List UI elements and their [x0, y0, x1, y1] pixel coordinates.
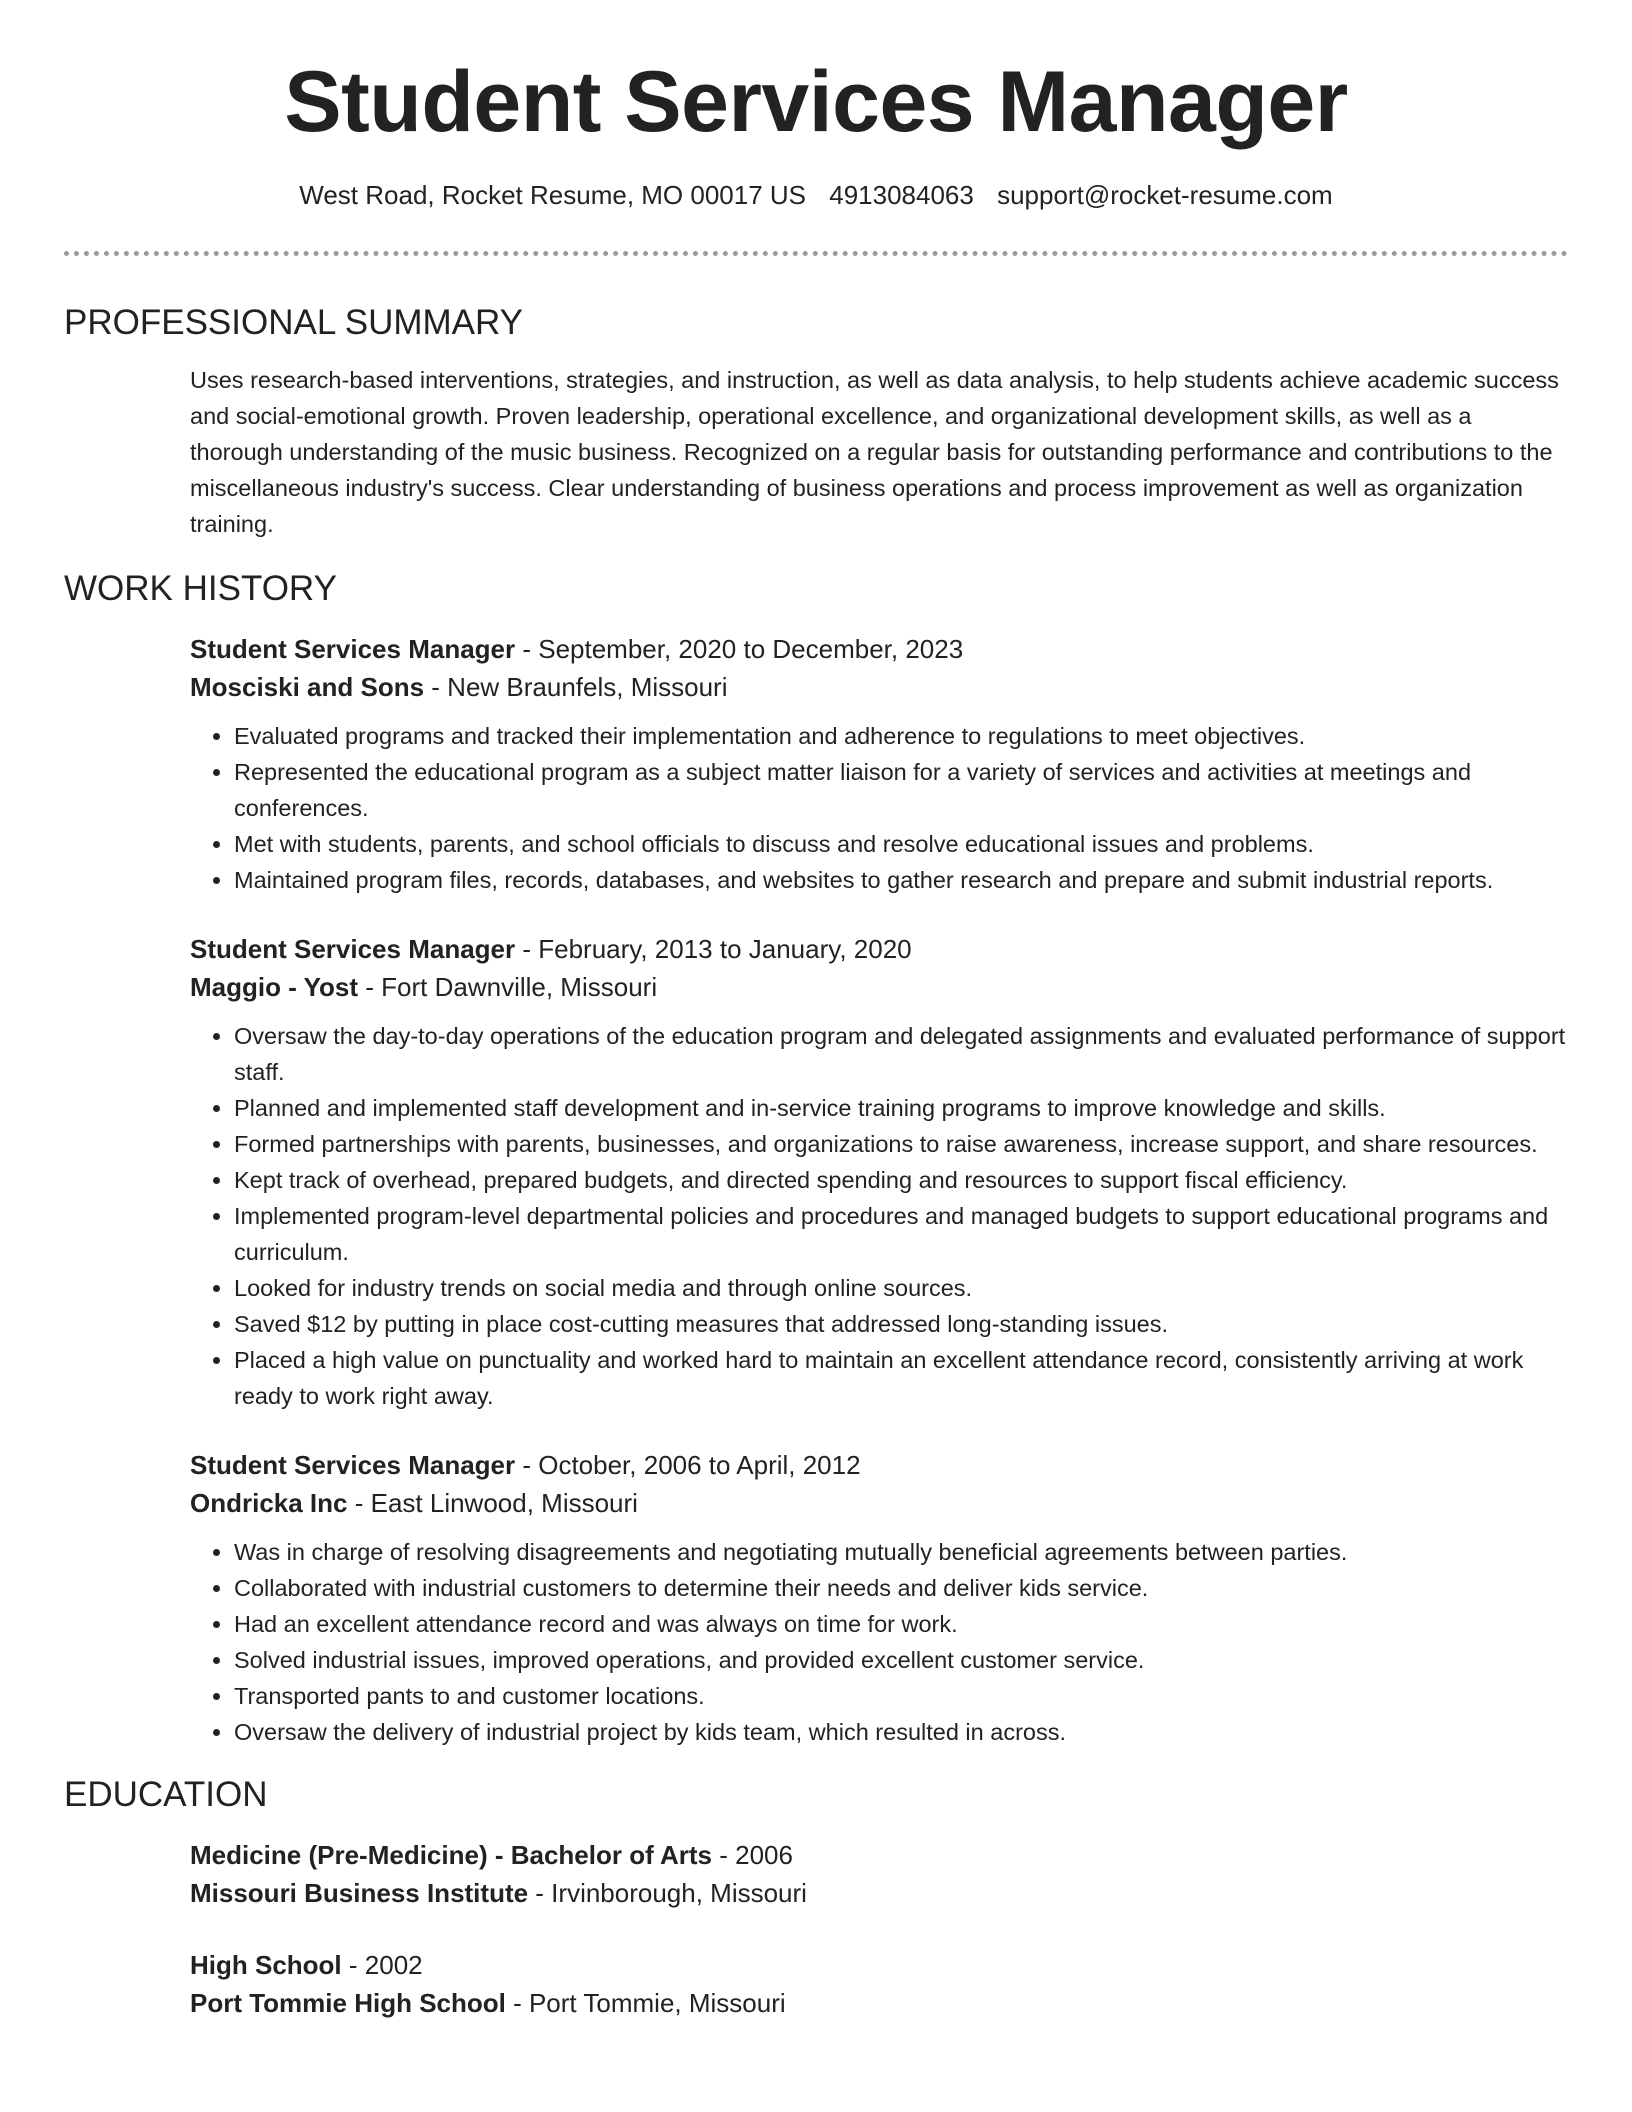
education-degree: Medicine (Pre-Medicine) - Bachelor of Arts [190, 1840, 713, 1870]
education-entry [190, 1836, 1568, 1912]
education-location: - Port Tommie, Missouri [505, 1988, 786, 2018]
job-dates: - February, 2013 to January, 2020 [515, 934, 912, 964]
job-bullet: • Collaborated with industrial customers to determine their needs and deliver kids service. [234, 1570, 1568, 1606]
education-entry [190, 1946, 1568, 2022]
job-role-line [190, 1446, 1568, 1484]
job-bullet: • Maintained program files, records, databases, and websites to gather research and prepare and submit industrial reports. [234, 862, 1568, 898]
education-year: - 2006 [712, 1840, 793, 1870]
job-dates: - October, 2006 to April, 2012 [515, 1450, 861, 1480]
job-bullet: • Was in charge of resolving disagreements and negotiating mutually beneficial agreements between parties. [234, 1534, 1568, 1570]
job-bullet: • Transported pants to and customer locations. [234, 1678, 1568, 1714]
job-bullet: • Planned and implemented staff development and in-service training programs to improve knowledge and skills. [234, 1090, 1568, 1126]
education-school-line [190, 1874, 1568, 1912]
job-bullet: • Had an excellent attendance record and was always on time for work. [234, 1606, 1568, 1642]
summary-heading: PROFESSIONAL SUMMARY [64, 303, 523, 342]
job-location: - East Linwood, Missouri [347, 1488, 638, 1518]
job-bullet: • Represented the educational program as a subject matter liaison for a variety of services and activities at meetings and conferences. [234, 754, 1568, 826]
job-bullet: • Met with students, parents, and school officials to discuss and resolve educational issues and problems. [234, 826, 1568, 862]
job-bullet: • Saved $12 by putting in place cost-cutting measures that addressed long-standing issues. [234, 1306, 1568, 1342]
education-location: - Irvinborough, Missouri [528, 1878, 807, 1908]
education-heading: EDUCATION [64, 1775, 268, 1814]
job-role: Student Services Manager [190, 1450, 516, 1480]
job-bullet: • Oversaw the delivery of industrial project by kids team, which resulted in across. [234, 1714, 1568, 1750]
education-school: Missouri Business Institute [190, 1878, 529, 1908]
contact-phone: 4913084063 [829, 180, 974, 210]
job-location: - New Braunfels, Missouri [424, 672, 728, 702]
education-school: Port Tommie High School [190, 1988, 506, 2018]
job-bullet: • Implemented program-level departmental policies and procedures and managed budgets to support educational programs and curriculum. [234, 1198, 1568, 1270]
job-company-line [190, 668, 1568, 706]
job-bullets [190, 1534, 1568, 1750]
job-role: Student Services Manager [190, 634, 516, 664]
job-company-line [190, 968, 1568, 1006]
job-entry [190, 1446, 1568, 1750]
job-role: Student Services Manager [190, 934, 516, 964]
job-role-line [190, 630, 1568, 668]
job-role-line [190, 930, 1568, 968]
job-bullet: • Looked for industry trends on social media and through online sources. [234, 1270, 1568, 1306]
job-company: Ondricka Inc [190, 1488, 348, 1518]
job-bullet: • Oversaw the day-to-day operations of the education program and delegated assignments and evaluated performance of support staff. [234, 1018, 1568, 1090]
job-bullet: • Placed a high value on punctuality and worked hard to maintain an excellent attendance record, consistently arriving at work ready to work right away. [234, 1342, 1568, 1414]
work-history-heading: WORK HISTORY [64, 569, 337, 608]
job-bullet: • Kept track of overhead, prepared budgets, and directed spending and resources to support fiscal efficiency. [234, 1162, 1568, 1198]
education-degree-line [190, 1836, 1568, 1874]
work-history-section [64, 568, 1568, 1750]
education-degree: High School [190, 1950, 342, 1980]
job-bullet: • Evaluated programs and tracked their implementation and adherence to regulations to meet objectives. [234, 718, 1568, 754]
education-section [64, 1774, 1568, 2022]
header-divider [64, 251, 1568, 256]
education-year: - 2002 [341, 1950, 423, 1980]
job-entry [190, 630, 1568, 898]
contact-email: support@rocket-resume.com [997, 180, 1333, 210]
education-school-line [190, 1984, 1568, 2022]
job-location: - Fort Dawnville, Missouri [358, 972, 658, 1002]
contact-line [64, 178, 1568, 212]
contact-address: West Road, Rocket Resume, MO 00017 US [299, 180, 807, 210]
job-dates: - September, 2020 to December, 2023 [515, 634, 964, 664]
candidate-name: Student Services Manager [284, 54, 1348, 150]
job-company: Mosciski and Sons [190, 672, 425, 702]
job-bullet: • Formed partnerships with parents, businesses, and organizations to raise awareness, increase support, and share resources. [234, 1126, 1568, 1162]
job-bullets [190, 718, 1568, 898]
summary-text: Uses research-based interventions, strategies, and instruction, as well as data analysis, to help students achieve academic success and social-emotional growth. Proven leadership, operational excellence, and organizational development skills, as well as a thorough understanding of the music business. Recognized on a regular basis for outstanding performance and contributions to the miscellaneous industry's success. Clear understanding of business operations and process improvement as well as organization training. [190, 367, 1559, 537]
job-entry [190, 930, 1568, 1414]
education-degree-line [190, 1946, 1568, 1984]
job-company-line [190, 1484, 1568, 1522]
job-company: Maggio - Yost [190, 972, 359, 1002]
resume-header [64, 0, 1568, 212]
job-bullets [190, 1018, 1568, 1414]
summary-section [64, 302, 1568, 542]
job-bullet: • Solved industrial issues, improved operations, and provided excellent customer service. [234, 1642, 1568, 1678]
